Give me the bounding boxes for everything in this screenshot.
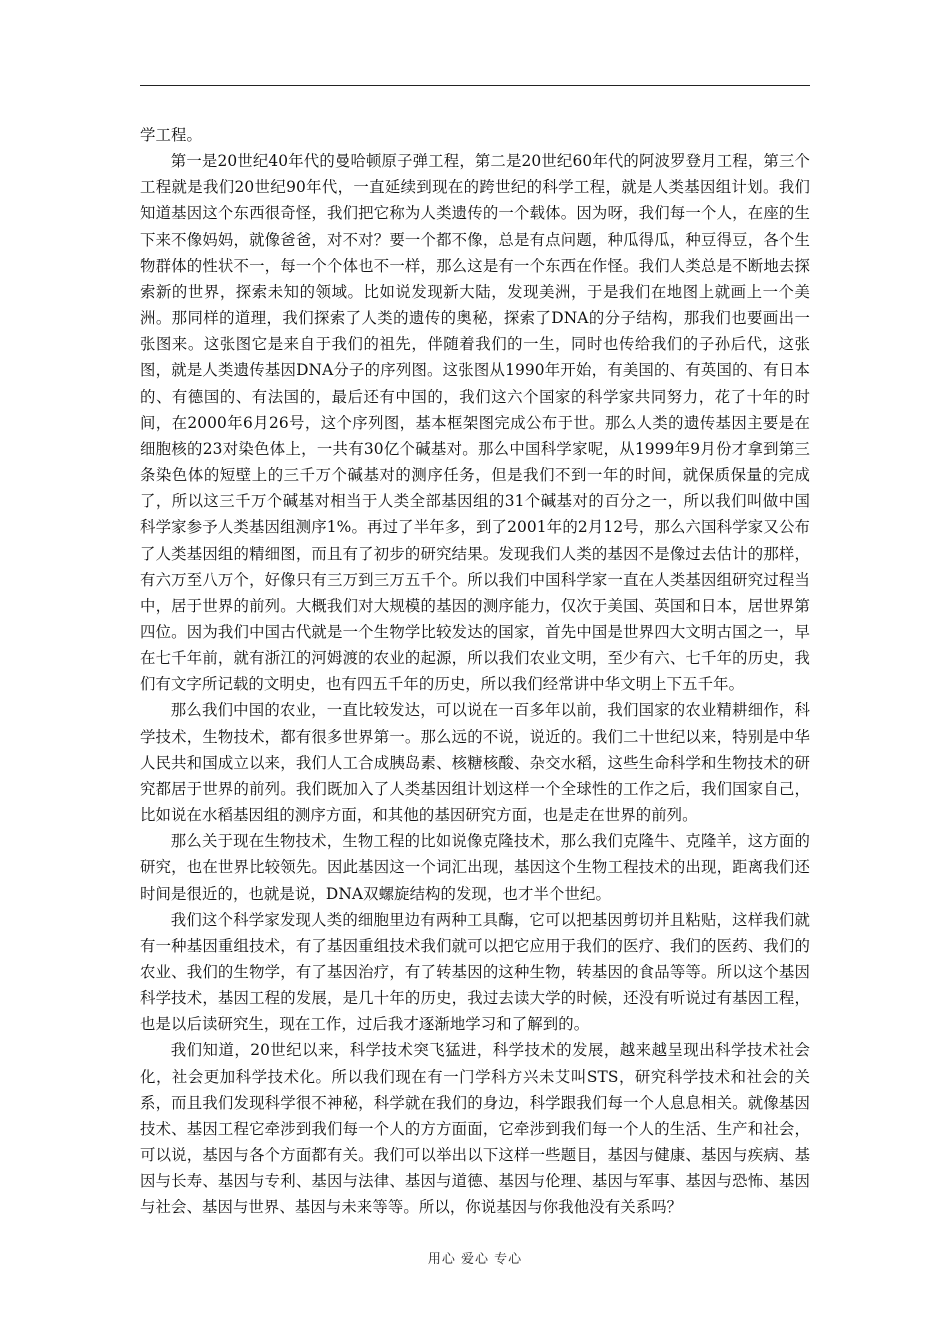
header-divider xyxy=(140,85,810,86)
paragraph-cloning: 那么关于现在生物技术，生物工程的比如说像克隆技术，那么我们克隆牛、克隆羊，这方面的研究，也在世界比较领先。因此基因这一个词汇出现，基因这个生物工程技术的出现，距离我们还时间是很近的，也就是说，DNA双螺旋结构的发现，也才半个世纪。 xyxy=(140,832,810,903)
paragraph-gene-recombination: 我们这个科学家发现人类的细胞里边有两种工具酶，它可以把基因剪切并且粘贴，这样我们就有一种基因重组技术，有了基因重组技术我们就可以把它应用于我们的医疗、我们的医药、我们的农业、我们的生物学，有了基因治疗，有了转基因的这种生物，转基因的食品等等。所以这个基因科学技术，基因工程的发展，是几十年的历史，我过去读大学的时候，还没有听说过有基因工程，也是以后读研究生，现在工作，过后我才逐渐地学习和了解到的。 xyxy=(140,910,810,1034)
paragraph-agriculture: 那么我们中国的农业，一直比较发达，可以说在一百多年以前，我们国家的农业精耕细作，科学技术，生物技术，都有很多世界第一。那么远的不说，说近的。我们二十世纪以来，特别是中华人民共和国成立以来，我们人工合成胰岛素、核糖核酸、杂交水稻，这些生命科学和生物技术的研究都居于世界的前列。我们既加入了人类基因组计划这样一个全球性的工作之后，我们国家自己，比如说在水稻基因组的测序方面，和其他的基因研究方面，也是走在世界的前列。 xyxy=(140,701,810,825)
paragraph-genome-project: 第一是20世纪40年代的曼哈顿原子弹工程，第二是20世纪60年代的阿波罗登月工程，第三个工程就是我们20世纪90年代，一直延续到现在的跨世纪的科学工程，就是人类基因组计划。我们知道基因这个东西很奇怪，我们把它称为人类遗传的一个载体。因为呀，我们每一个人，在座的生下来不像妈妈，就像爸爸，对不对？要一个都不像，总是有点问题，种瓜得瓜，种豆得豆，各个生物群体的性状不一，每一个个体也不一样，那么这是有一个东西在作怪。我们人类总是不断地去探索新的世界，探索未知的领域。比如说发现新大陆，发现美洲，于是我们在地图上就画上一个美洲。那同样的道理，我们探索了人类的遗传的奥秘，探索了DNA的分子结构，那我们也要画出一张图来。这张图它是来自于我们的祖先，伴随着我们的一生，同时也传给我们的子孙后代，这张图，就是人类遗传基因DNA分子的序列图。这张图从1990年开始，有美国的、有英国的、有日本的、有德国的、有法国的，最后还有中国的，我们这六个国家的科学家共同努力，花了十年的时间，在2000年6月26号，这个序列图，基本框架图完成公布于世。那么人类的遗传基因主要是在细胞核的23对染色体上，一共有30亿个碱基对。那么中国科学家呢，从1999年9月份才拿到第三条染色体的短壁上的三千万个碱基对的测序任务，但是我们不到一年的时间，就保质保量的完成了，所以这三千万个碱基对相当于人类全部基因组的31个碱基对的百分之一，所以我们叫做中国科学家参予人类基因组测序1%。再过了半年多，到了2001年的2月12号，那么六国科学家又公布了人类基因组的精细图，而且有了初步的研究结果。发现我们人类的基因不是像过去估计的那样，有六万至八万个，好像只有三万到三万五千个。所以我们中国科学家一直在人类基因组研究过程当中，居于世界的前列。大概我们对大规模的基因的测序能力，仅次于美国、英国和日本，居世界第四位。因为我们中国古代就是一个生物学比较发达的国家，首先中国是世界四大文明古国之一，早在七千年前，就有浙江的河姆渡的农业的起源，所以我们农业文明，至少有六、七千年的历史，我们有文字所记载的文明史，也有四五千年的历史，所以我们经常讲中华文明上下五千年。 xyxy=(140,152,810,694)
paragraph-sts: 我们知道，20世纪以来，科学技术突飞猛进，科学技术的发展，越来越呈现出科学技术社会化，社会更加科学技术化。所以我们现在有一门学科方兴未艾叫STS，研究科学技术和社会的关系，而且我们发现科学很不神秘，科学就在我们的身边，科学跟我们每一个人息息相关。就像基因技术、基因工程它牵涉到我们每一个人的方方面面，它牵涉到我们每一个人的生活、生产和社会，可以说，基因与各个方面都有关。我们可以举出以下这样一些题目，基因与健康、基因与疾病、基因与长寿、基因与专利、基因与法律、基因与道德、基因与伦理、基因与军事、基因与恐怖、基因与社会、基因与世界、基因与未来等等。所以，你说基因与你我他没有关系吗？ xyxy=(140,1041,810,1217)
document-body xyxy=(140,122,810,1221)
paragraph-continuation: 学工程。 xyxy=(140,126,202,144)
page-footer: 用心 爱心 专心 xyxy=(427,1252,523,1267)
